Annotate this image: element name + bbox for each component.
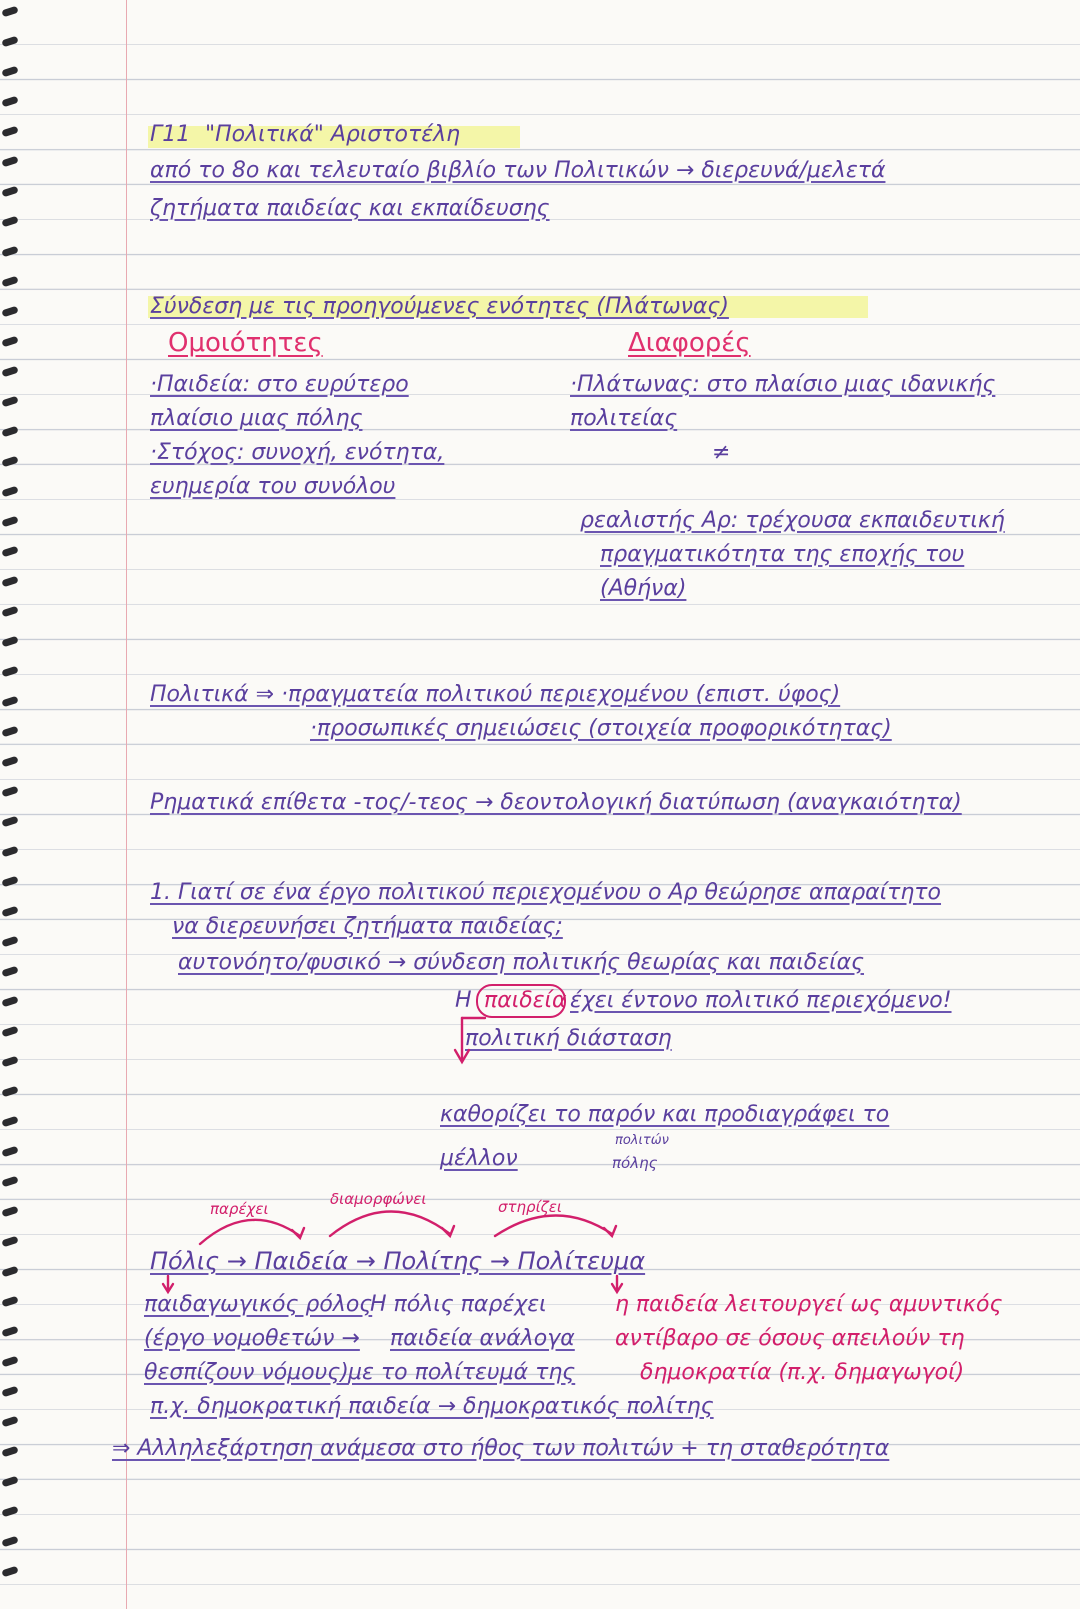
- answer-line-1: αυτονόητο/φυσικό → σύνδεση πολιτικής θεωρίας και παιδείας: [178, 950, 864, 975]
- difference-1a: ·Πλάτωνας: στο πλαίσιο μιας ιδανικής: [570, 372, 996, 397]
- not-equal-sign: ≠: [712, 440, 731, 465]
- link-heading: Σύνδεση με τις προηγούμενες ενότητες (Πλάτωνας): [150, 294, 729, 319]
- difference-1b: πολιτείας: [570, 406, 678, 431]
- answer-2-keyword: παιδεία: [484, 988, 567, 1013]
- similarity-2a: ·Στόχος: συνοχή, ενότητα,: [150, 440, 445, 465]
- example-line: π.χ. δημοκρατική παιδεία → δημοκρατικός πολίτης: [150, 1394, 714, 1419]
- middle-note-2: παιδεία ανάλογα: [390, 1326, 575, 1351]
- conclusion-line: ⇒ Αλληλεξάρτηση ανάμεσα στο ήθος των πολιτών + τη σταθερότητα: [112, 1436, 890, 1461]
- similarities-heading: Ομοιότητες: [168, 328, 323, 358]
- arc-label-provides: παρέχει: [210, 1200, 269, 1218]
- similarity-1b: πλαίσιο μιας πόλης: [150, 406, 363, 431]
- middle-note-1: Η πόλις παρέχει: [370, 1292, 547, 1317]
- chain-note-2: (έργο νομοθετών →: [144, 1326, 360, 1351]
- future-of-city: πόλης: [612, 1154, 658, 1172]
- title-code: Γ11: [150, 122, 191, 147]
- answer-2-prefix: Η: [455, 988, 472, 1013]
- politics-line-1: Πολιτικά ⇒ ·πραγματεία πολιτικού περιεχομένου (επιστ. ύφος): [150, 682, 841, 707]
- chain-note-3: θεσπίζουν νόμους): [144, 1360, 349, 1385]
- answer-2-text: έχει έντονο πολιτικό περιεχόμενο!: [570, 988, 952, 1013]
- middle-note-3: με το πολίτευμά της: [348, 1360, 576, 1385]
- arc-provides-icon: [200, 1220, 300, 1244]
- answer-line-5: μέλλον: [440, 1146, 518, 1171]
- future-of-citizens: πολιτών: [615, 1133, 669, 1148]
- arc-supports-icon: [495, 1215, 612, 1236]
- question-1b: να διερευνήσει ζητήματα παιδείας;: [172, 914, 563, 939]
- answer-line-4: καθορίζει το παρόν και προδιαγράφει το: [440, 1102, 890, 1127]
- difference-2b: πραγματικότητα της εποχής του: [600, 542, 965, 567]
- concept-chain: Πόλις → Παιδεία → Πολίτης → Πολίτευμα: [150, 1247, 646, 1275]
- intro-line-1: από το 8ο και τελευταίο βιβλίο των Πολιτικών → διερευνά/μελετά: [150, 158, 886, 183]
- differences-heading: Διαφορές: [628, 328, 751, 358]
- difference-2c: (Αθήνα): [600, 576, 687, 601]
- arc-label-shapes: διαμορφώνει: [330, 1190, 427, 1208]
- arc-label-supports: στηρίζει: [498, 1198, 562, 1216]
- question-1a: 1. Γιατί σε ένα έργο πολιτικού περιεχομένου ο Αρ θεώρησε απαραίτητο: [150, 880, 942, 905]
- right-note-2: αντίβαρο σε όσους απειλούν τη: [615, 1326, 965, 1351]
- chain-note-1: παιδαγωγικός ρόλος: [144, 1292, 373, 1317]
- intro-line-2: ζητήματα παιδείας και εκπαίδευσης: [150, 196, 550, 221]
- politics-line-2: ·προσωπικές σημειώσεις (στοιχεία προφορικότητας): [310, 716, 892, 741]
- similarity-2b: ευημερία του συνόλου: [150, 474, 396, 499]
- right-note-1: η παιδεία λειτουργεί ως αμυντικός: [615, 1292, 1003, 1317]
- arc-shapes-icon: [330, 1211, 450, 1236]
- answer-line-3: πολιτική διάσταση: [465, 1026, 672, 1051]
- similarity-1a: ·Παιδεία: στο ευρύτερο: [150, 372, 409, 397]
- verbal-adjectives: Ρηματικά επίθετα -τος/-τεος → δεοντολογική διατύπωση (αναγκαιότητα): [150, 790, 962, 815]
- right-note-3: δημοκρατία (π.χ. δημαγωγοί): [640, 1360, 965, 1385]
- difference-2a: ρεαλιστής Αρ: τρέχουσα εκπαιδευτική: [580, 508, 1005, 533]
- page-title: "Πολιτικά" Αριστοτέλη: [205, 122, 461, 147]
